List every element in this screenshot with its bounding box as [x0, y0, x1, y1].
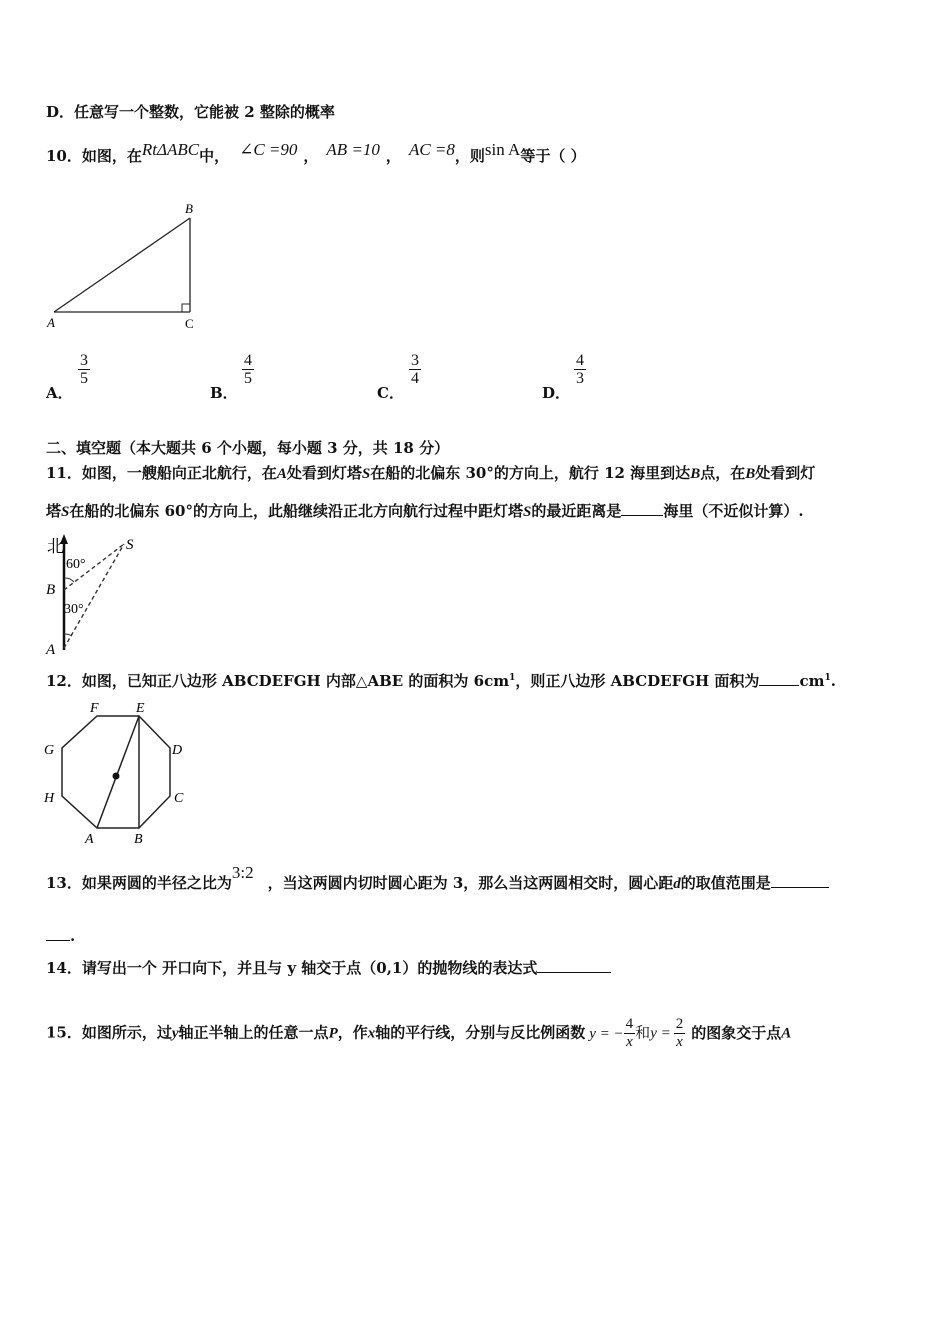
q12-answer-blank[interactable]	[759, 685, 799, 686]
q10-option-a-den: 5	[80, 370, 88, 387]
q10-ab: AB =10	[326, 140, 380, 159]
question-12	[46, 668, 836, 691]
q11-arc-60	[64, 578, 74, 582]
q15-a: A	[781, 1025, 792, 1042]
q12-label-a: A	[85, 832, 94, 847]
q12-octagon-figure	[40, 696, 200, 848]
q10-option-d-num: 4	[576, 352, 584, 369]
question-11-line-1	[46, 463, 815, 484]
q11-text-2a: 塔	[46, 502, 62, 520]
q11-point-s-2: S	[61, 504, 70, 520]
q11-point-s-3: S	[522, 504, 532, 520]
q15-text-a: 15．如图所示，过	[46, 1023, 172, 1042]
q11-text-1c: 在船的北偏东 30°的方向上，航行 12 海里到达	[370, 464, 691, 482]
q15-f1-den: x	[626, 1034, 633, 1050]
q10-option-b-den: 5	[244, 370, 252, 387]
q12-sup-1: 1	[509, 673, 516, 683]
question-10	[46, 140, 586, 166]
q12-diagonal-ae	[97, 716, 139, 828]
q10-num: 10．如图，在	[46, 147, 142, 165]
section-2-heading: 二、填空题（本大题共 6 个小题，每小题 3 分，共 18 分）	[46, 439, 450, 457]
q10-option-b-fraction	[242, 352, 254, 387]
q15-text-c: ，作	[337, 1023, 368, 1042]
q10-mid1: 中，	[199, 147, 230, 165]
q12-label-b: B	[134, 832, 143, 847]
q10-option-d-fraction	[574, 352, 586, 387]
q10-option-c-num: 3	[411, 352, 419, 369]
q13-d: d	[673, 876, 681, 892]
q13-text-b: ，当这两圆内切时圆心距为 3，那么当这两圆相交时，圆心距	[267, 874, 674, 892]
q15-f1-num: 4	[625, 1016, 634, 1032]
q15-y: y	[171, 1025, 179, 1042]
q12-label-c: C	[174, 791, 184, 806]
q11-text-1d: 点，在	[700, 464, 746, 482]
q15-f2-lhs: y =	[650, 1025, 671, 1042]
q15-text-d: 轴的平行线，分别与反比例函数	[375, 1023, 586, 1042]
q12-center-dot	[113, 773, 120, 780]
q15-f2-num: 2	[675, 1016, 684, 1032]
q10-angle-c: ∠C =90	[239, 140, 298, 159]
q12-label-d: D	[172, 743, 183, 758]
q10-option-d-label: D．	[542, 384, 571, 402]
q10-ac: AC =8	[408, 140, 455, 159]
q15-text-b: 轴正半轴上的任意一点	[178, 1023, 329, 1042]
q11-label-30: 30°	[64, 602, 84, 617]
q13-text-a: 13．如果两圆的半径之比为	[46, 874, 232, 892]
q15-f1-frac	[624, 1016, 636, 1051]
q11-point-a: A	[276, 466, 287, 482]
q10-option-a-fraction	[78, 352, 90, 387]
q10-sep1: ，	[303, 147, 319, 165]
q11-text-1b: 处看到灯塔	[286, 464, 362, 482]
q14-answer-blank[interactable]	[537, 972, 611, 973]
q12-octagon	[62, 716, 170, 828]
q11-point-b-2: B	[745, 466, 756, 482]
q10-side-ab	[54, 218, 190, 312]
q10-option-b-label: B．	[210, 384, 238, 402]
q10-option-c-den: 4	[411, 370, 419, 387]
q10-label-b: B	[185, 201, 193, 216]
q10-option-a-num: 3	[80, 352, 88, 369]
q11-label-s: S	[126, 537, 134, 553]
q10-mid2: ，则	[454, 147, 485, 165]
q15-f1-lhs: y = −	[589, 1025, 624, 1042]
q11-label-north: 北	[47, 537, 64, 557]
q11-text-1a: 11．如图，一艘船向正北航行，在	[46, 464, 277, 482]
q15-he: 和	[635, 1023, 651, 1042]
q12-text-a: 12．如图，已知正八边形 ABCDEFGH 内部△ABE 的面积为 6cm	[46, 672, 510, 690]
q15-f2-frac	[674, 1016, 686, 1051]
q10-option-c-fraction	[409, 352, 421, 387]
q10-tail: 等于（ ）	[520, 147, 586, 165]
q11-navigation-figure	[44, 530, 154, 658]
q10-option-c-label: C．	[377, 384, 404, 402]
q10-sin-a: sin A	[484, 140, 521, 159]
q11-text-1e: 处看到灯	[755, 464, 816, 482]
q11-answer-blank[interactable]	[621, 515, 663, 516]
q9-option-d: D．任意写一个整数，它能被 2 整除的概率	[46, 103, 335, 121]
q12-text-c: cm	[799, 672, 825, 690]
q12-label-e: E	[136, 701, 145, 716]
q12-label-f: F	[90, 701, 99, 716]
q12-sup-2: 1	[824, 673, 831, 683]
q11-point-b: B	[690, 466, 701, 482]
q11-label-60: 60°	[66, 557, 86, 572]
q11-text-2c: 的最近距离是	[531, 502, 622, 520]
q13-text-c: 的取值范围是	[680, 874, 771, 892]
q10-rt-triangle: RtΔABC	[141, 140, 200, 159]
question-14	[46, 958, 611, 978]
q10-label-a: A	[47, 315, 55, 330]
q11-text-2d: 海里（不近似计算）.	[663, 502, 804, 520]
q12-label-g: G	[44, 743, 55, 758]
q10-option-a-label: A．	[46, 384, 73, 402]
q12-text-b: ，则正八边形 ABCDEFGH 面积为	[515, 672, 760, 690]
q11-text-2b: 在船的北偏东 60°的方向上，此船继续沿正北方向航行过程中距灯塔	[69, 502, 523, 520]
q10-triangle-figure	[44, 198, 214, 338]
q13-ratio: 3:2	[231, 863, 254, 882]
q10-label-c: C	[185, 316, 194, 331]
q15-f2-den: x	[676, 1034, 683, 1050]
q15-text-e: 的图象交于点	[691, 1023, 782, 1042]
q10-right-angle-mark	[182, 304, 190, 312]
q10-option-d-den: 3	[576, 370, 584, 387]
q11-point-s: S	[361, 466, 371, 482]
q13-answer-blank-cont[interactable]	[46, 940, 70, 941]
question-15	[46, 1016, 791, 1051]
q10-option-b-num: 4	[244, 352, 252, 369]
q10-sep2: ，	[385, 147, 401, 165]
q15-p: P	[328, 1025, 338, 1042]
question-11-line-2	[46, 501, 804, 522]
q12-text-d: .	[830, 672, 836, 690]
q15-x: x	[367, 1025, 376, 1042]
question-13	[46, 863, 829, 894]
q14-text-a: 14．请写出一个 开口向下，并且与 y 轴交于点（0,1）的抛物线的表达式	[46, 959, 538, 977]
q12-label-h: H	[44, 791, 55, 806]
q11-label-a: A	[46, 642, 56, 658]
q13-answer-blank[interactable]	[771, 887, 829, 888]
q11-label-b: B	[46, 582, 56, 598]
q13-cont: .	[70, 927, 76, 945]
question-13-cont	[46, 926, 75, 946]
